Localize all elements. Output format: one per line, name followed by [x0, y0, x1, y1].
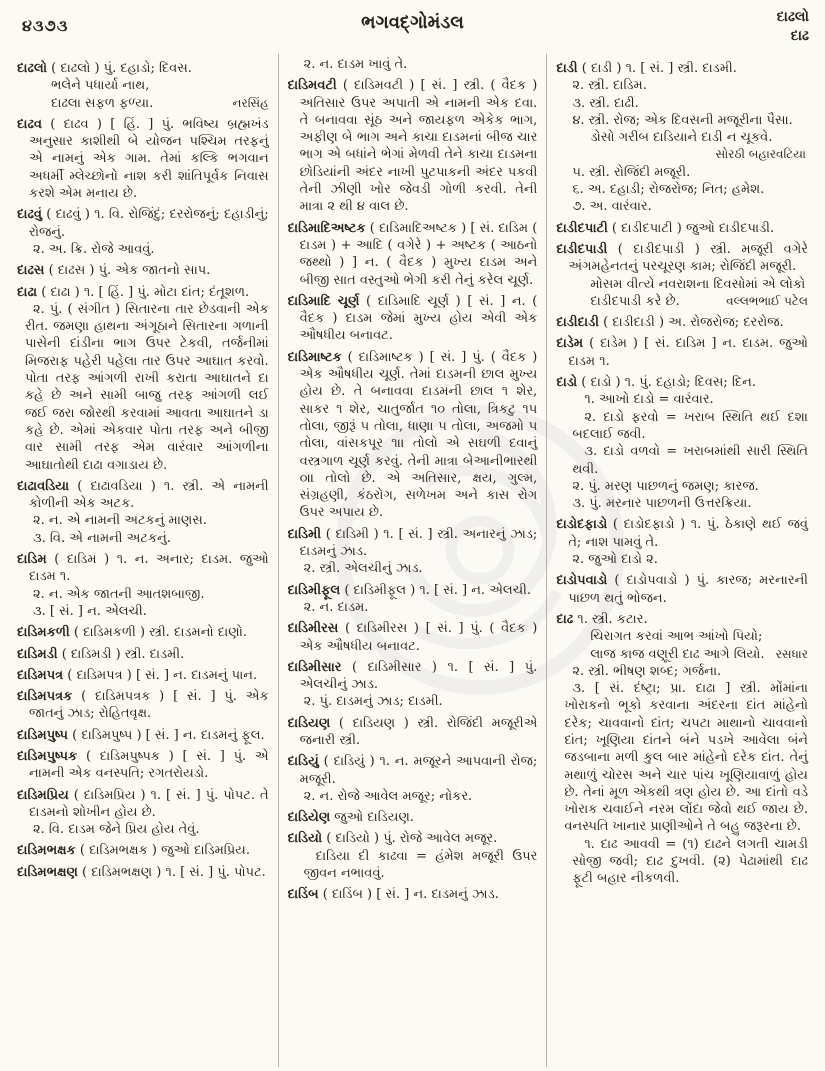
dictionary-entry: દાડિયું ( દાડિયું ) ૧. ન. મજૂરને આપવાની રોજ; મજૂરી. [287, 754, 538, 787]
quote-line [556, 293, 808, 310]
headword: દાઢલો [17, 61, 47, 76]
headword: દાડિમવટી [287, 78, 337, 94]
sense-line: ૬. અ. દહાડી; રોજરોજ; નિત; હમેશ. [572, 182, 765, 198]
page-header [0, 8, 825, 52]
attribution: રસધાર [775, 646, 808, 661]
dictionary-entry: દાઢસ ( દાઢસ ) પું. એક જાતનો સાપ. [17, 263, 211, 279]
headword: દાડિમભક્ષક [17, 843, 76, 859]
headword: દાડિમીરસ [287, 621, 339, 637]
headword: દાડિમકળી [17, 625, 70, 641]
idiom-line: ૧. આખો દાડો = વારંવાર. [584, 392, 714, 408]
sense-line: ૨. ન. રોજે આવેલ મજૂર; નોકર. [303, 788, 473, 804]
sense-line: ૪. સ્ત્રી. રોજ; એક દિવસની મજૂરીના પૈસા. [572, 112, 793, 128]
headword: દાઢવ [17, 116, 43, 132]
dictionary-entry: દાડોદફાડો ( દાડોદફાડો ) ૧. પું. ઠેકાણે થઈ જવું તે; નાશ પામવું તે. [556, 517, 808, 550]
sense-line: ૩. વિ. એ નામની અટકનું. [33, 530, 171, 546]
headword: દાઢા [17, 284, 38, 300]
attribution: વલ્લભભાઈ પટેલ [726, 293, 808, 308]
dictionary-entry: દાડિમાદિઅષ્ટક ( દાડિમાદિઅષ્ટક ) [ સં. દાડિમ ( દાડમ ) + આદિ ( વગેરે ) + અષ્ટક ( આઠનો જથ્થો ) ] ન. ( વૈદક ) મુખ્ય દાડમ અને બીજી સાત વસ્તુઓ ભેગી કરી તેનું કરેલ ચૂર્ણ. [287, 220, 538, 288]
dictionary-entry: દાડેમ ( દાડેમ ) [ સં. દાડિમ ] ન. દાડમ. જુઓ દાડમ ૧. [556, 336, 808, 369]
dictionary-entry: દાડિમ ( દાડિમ ) ૧. ન. અનાર; દાડમ. જુઓ દાડમ ૧. [17, 552, 269, 585]
page-number: ૪૩૭૩ [22, 16, 69, 35]
headword: દાડોદફાડો [556, 517, 608, 533]
dictionary-entry: દાડી ( દાડી ) ૧. [ સં. ] સ્ત્રી. દાડમી. [556, 61, 737, 76]
quote-line: મોસમ વીત્યે નવરાશના દિવસોમાં એ લોકો [590, 276, 806, 292]
dictionary-entry: દાડીદાડી ( દાડીદાડી ) અ. રોજરોજ; દરરોજ. [556, 315, 784, 331]
sense-line: ૨. ન. દાડમ. [303, 599, 369, 615]
headword: દાડિમપત્ર [17, 667, 64, 683]
headword: દાડેમ [556, 336, 584, 352]
dictionary-entry: દાઢવું ( દાઢવું ) ૧. વિ. રોજિંદું; દરરોજનું; દહાડીનું; રોજનું. [17, 207, 269, 240]
dictionary-entry: દાડિમડી ( દાડિમડી ) સ્ત્રી. દાડમી. [17, 646, 185, 662]
dictionary-entry: દાડિમીફૂલ ( દાડિમીફૂલ ) ૧. [ સં. ] ન. એલચી. [287, 582, 531, 598]
headword: દાડિયણ [287, 715, 331, 731]
headword: દાડિમીસાર [287, 659, 342, 675]
headword: દાડીદપાટી [556, 220, 608, 236]
dictionary-entry: દાડિમપત્ર ( દાડિમપત્ર ) [ સં. ] ન. દાડમનું પાન. [17, 667, 258, 683]
sense-line: ૩. [ સં. દંષ્ટ્રા; પ્રા. દાઢા ] સ્ત્રી. મોંમાંના ખોરાકનો ભૂકો કરવાના અંદરના દાંત માંહેનો દરેક; ચાવવાનો દાંત; ચપટા માથાનો ચાવવાનો દાંત; ખૂણિયા દાંતને બંને પડખે આવેલા બંને જડબાના મળી કુલ બાર માંહેનો દરેક દાંત. તેનું મથાળું ચોરસ અને ચાર પાંચ ખૂણિયાવાળું હોય છે. તેનાં મૂળ એકથી ત્રણ હોય છે. આ દાંતો વડે ખોરાક ચવાઈને નરમ લોંદા જેવો થઈ જાય છે. વનસ્પતિ ખાનાર પ્રાણીઓને તે બહુ જરૂરના છે. [564, 681, 808, 835]
sense-line: ૨. સ્ત્રી. ભીષણ શબ્દ; ગર્જના. [572, 663, 722, 679]
sense-line: ૨. જુઓ દાડો ૨. [572, 552, 658, 568]
headword: દાડિમ [17, 552, 47, 568]
sense-line: ૨. પું. ( સંગીત ) સિતારના તાર છેડવાની એક રીત. જમણા હાથના અંગૂઠાને સિતારના ગળાની પાસેની દાંડીના ભાગ ઉપર ટેકવી, તર્જનીમાં મિજરાફ પહેરી પહેલા તાર ઉપર આઘાત કરવો. પોતા તરફ આંગળી રાખી કરાતા આઘાતને દા કહે છે અને સામી બાજુ તરફ આંગળી લઈ જઈ જરા જોરથી કરવામાં આવતા આઘાતને ડા કહે છે. એમાં એકવાર પોતા તરફ અને બીજી વાર સામી તરફ એમ વારંવાર આંગળીના આઘાતોથી દાઢા વગાડાય છે. [25, 301, 269, 473]
headword: દાડિમી [287, 526, 322, 542]
idiom-line: ૩. દાડો વળવો = ખરાબમાંથી સારી સ્થિતિ થવી. [572, 444, 808, 477]
dictionary-entry: દાડિમાદિ ચૂર્ણ ( દાડિમાદિ ચૂર્ણ ) [ સં. ] ન. ( વૈદક ) દાડમ જેમાં મુખ્ય હોય એવી એક ઔષધીય બનાવટ. [287, 293, 538, 344]
quote-text: લાજ કાજ વણૂરી દાઢ આગે લિયો. [590, 646, 765, 662]
sense-line: ૫. સ્ત્રી. રોજિંદી મજૂરી. [572, 164, 691, 180]
guide-word-first: દાઢલો [776, 9, 809, 25]
dictionary-entry: દાડિમપત્રક ( દાડિમપત્રક ) [ સં. ] પું. એક જાતનું ઝાડ; રોહિતવૃક્ષ. [17, 689, 269, 722]
headword: દાડિમપુષ્પ [17, 727, 68, 743]
guide-word-last: દાઢ [790, 28, 809, 44]
idiom-line: ૨. દાડો ફરવો = ખરાબ સ્થિતિ થઈ દશા બદલાઈ જવી. [572, 409, 808, 442]
quote-line: ભલેને પધાર્યા નાથ, [51, 78, 150, 94]
headword: દાડિમપત્રક [17, 689, 73, 705]
headword: દાડિમપુષ્પક [17, 748, 78, 764]
headword: દાડિમીફૂલ [287, 582, 341, 598]
headword: દાડીદાડી [556, 315, 599, 331]
dictionary-entry: દાડિમભક્ષક ( દાડિમભક્ષક ) જુઓ દાડિમપ્રિય. [17, 843, 250, 859]
dictionary-entry: દાડીદપાડી ( દાડીદપાડી ) સ્ત્રી. મજૂરી વગેરે અંગમહેનતનું પરચૂરણ કામ; રોજિંદી મજૂરી. [556, 241, 808, 275]
dictionary-entry: દાડિમવટી ( દાડિમવટી ) [ સં. ] સ્ત્રી. ( વૈદક ) અતિસાર ઉપર અપાતી એ નામની એક દવા. તે બનાવવા સૂંઠ અને જાયફળ એકેક ભાગ, અફીણ બે ભાગ અને કાચા દાડમનાં બીજ ચાર ભાગ એ બધાંને ભેગાં મેળવી તેને કાચા દાડમના છોડિયાંની અંદર નાખી પુટપાકની અંદર પકવી તેની ઝીણી ખોર જેવડી ગોળી કરવી. તેની માત્રા ૨ થી ૪ વાલ છે. [287, 78, 538, 215]
dictionary-entry: દાડિયણ ( દાડિયણ ) સ્ત્રી. રોજિંદી મજૂરીએ જનારી સ્ત્રી. [287, 715, 538, 748]
dictionary-entry: દાડિયો ( દાડિયો ) પું. રોજે આવેલ મજૂર. [287, 831, 498, 847]
dictionary-entry: દાડિમભક્ષણ ( દાડિમભક્ષણ ) ૧. [ સં. ] પું. પોપટ. [17, 864, 266, 880]
quote-text: દાડીદપાડી કરે છે. [590, 293, 680, 309]
headword: દાડીદપાડી [556, 241, 608, 257]
quote-text: દાઢલા સફળ ફળ્યા. [51, 95, 154, 111]
quote-line [556, 646, 808, 663]
dictionary-entry: દાડોપવાડો ( દાડોપવાડો ) પું. કારજ; મરનારની પાછળ થતું ભોજન. [556, 573, 808, 606]
headword: દાડોપવાડો [556, 573, 608, 589]
sense-line: ૨. ન. દાડમ ખાવું તે. [303, 57, 408, 72]
attribution: નરસિંહ [232, 95, 269, 110]
headword: દાઢસ [17, 263, 45, 279]
sense-line: ૨. ન. એક જાતની આતશબાજી. [33, 586, 205, 602]
book-title: ભગવદ્ગોમંડલ [361, 12, 464, 33]
sense-line: ૩. [ સં. ] ન. એલચી. [33, 603, 147, 619]
dictionary-entry: દાડિંબ ( દાડિંબ ) [ સં. ] ન. દાડમનું ઝાડ. [287, 887, 499, 903]
idiom-line: દાડિયા દી કાઢવા = હંમેશ મજૂરી ઉપર જીવન નભાવવું. [303, 848, 538, 882]
headword: દાડો [556, 375, 578, 391]
sense-line: ૨. અ. ક્રિ. રોજે આવવું. [33, 241, 155, 257]
attribution-line: સોરઠી બહારવટિયા [715, 147, 806, 162]
headword: દાડિમાષ્ટક [287, 349, 342, 365]
headword: દાઢ [556, 611, 574, 627]
sense-line: ૨. પું. દાડમનું ઝાડ; દાડમી. [303, 694, 443, 710]
dictionary-entry: દાઢા ( દાઢા ) ૧. [ હિં. ] પું. મોટા દાંત; દંતૂશળ. [17, 284, 250, 300]
column-1 [8, 54, 278, 1067]
headword: દાડિમડી [17, 646, 58, 662]
dictionary-entry: દાડીદપાટી ( દાડીદપાટી ) જુઓ દાડીદપાડી. [556, 220, 775, 236]
dictionary-entry: દાડિમપુષ્પક ( દાડિમપુષ્પક ) [ સં. ] પું. એ નામની એક વનસ્પતિ; રગતરોયડો. [17, 748, 269, 782]
headword: દાડિયો [287, 831, 323, 847]
dictionary-entry: દાડો ( દાડો ) ૧. પું. દહાડો; દિવસ; દિન. [556, 375, 756, 391]
dictionary-entry: દાઢાવડિયા ( દાઢાવડિયા ) ૧. સ્ત્રી. એ નામની કોળીની એક અટક. [17, 478, 269, 512]
idiom-line: ૧. દાઢ આવવી = (૧) દાઢને લગતી ચામડી સોજી જવી; દાઢ દુખવી. (૨) પેઢામાંથી દાઢ ફૂટી બહાર નીકળવી. [572, 836, 808, 887]
sense-line: ૨. સ્ત્રી. એલચીનું ઝાડ. [303, 561, 423, 577]
headword: દાડિંબ [287, 887, 319, 903]
sense-line: ૨. ન. એ નામની અટકનું માણસ. [33, 513, 207, 529]
headword: દાડિમાદિઅષ્ટક [287, 220, 366, 236]
dictionary-entry: દાડિમપ્રિય ( દાડિમપ્રિય ) ૧. [ સં. ] પું. પોપટ. તે દાડમનો શોખીન હોય છે. [17, 787, 269, 820]
dictionary-entry: દાઢવ ( દાઢવ ) [ હિં. ] પું. ભવિષ્ય બ્રહ્મખંડ અનુસાર કાશીથી બે યોજન પશ્ચિમ તરફનું એ નામનું એક ગામ. તેમાં કલ્કિ ભગવાન અધર્મી મ્લેચ્છોનો નાશ કરી શાંતિપૂર્વક નિવાસ કરશે એમ મનાય છે. [17, 116, 269, 202]
dictionary-entry: દાડિમીરસ ( દાડિમીરસ ) [ સં. ] પું. ( વૈદક ) એક ઔષધીય બનાવટ. [287, 621, 538, 654]
sense-line: ૨. પું. મરણ પાછળનું જમણ; કારજ. [572, 478, 759, 494]
quote-line: ચિરાગત કરવાં આભ આંખો પિયો; [590, 629, 763, 645]
dictionary-entry: દાડિયેણ જુઓ દાડિયણ. [287, 810, 414, 826]
sense-line: ૩. સ્ત્રી. દાઢી. [572, 95, 639, 111]
dictionary-entry: દાઢલો ( દાઢલો ) પું. દહાડો; દિવસ. [17, 61, 192, 76]
quote-line: ડોસો ગરીબ દાડિયાને દાડી ન ચૂકવે. [590, 130, 773, 146]
headword: દાડિયું [287, 754, 319, 770]
sense-line: ૭. અ. વારંવાર. [572, 199, 652, 215]
quote-line [17, 95, 269, 112]
headword: દાડિમપ્રિય [17, 787, 69, 803]
headword: દાડિમાદિ ચૂર્ણ [287, 293, 360, 309]
dictionary-entry: દાડિમકળી ( દાડિમકળી ) સ્ત્રી. દાડમનો દાણો. [17, 625, 247, 641]
dictionary-entry: દાઢ ૧. સ્ત્રી. કટાર. [556, 611, 648, 627]
headword: દાડિયેણ [287, 810, 331, 826]
dictionary-entry: દાડિમી ( દાડિમી ) ૧. [ સં. ] સ્ત્રી. અનારનું ઝાડ; દાડમનું ઝાડ. [287, 526, 538, 560]
dictionary-entry: દાડિમીસાર ( દાડિમીસાર ) ૧. [ સં. ] પું. એલચીનું ઝાડ. [287, 659, 538, 693]
headword: દાડી [556, 61, 578, 76]
headword: દાઢાવડિયા [17, 478, 70, 494]
headword: દાડિમભક્ષણ [17, 864, 78, 880]
headword: દાઢવું [17, 207, 43, 223]
sense-line: ૩. પું. મરનાર પાછળની ઉત્તરક્રિયા. [572, 496, 752, 512]
sense-line: ૨. સ્ત્રી. દાડિમ. [572, 78, 647, 94]
dictionary-entry: દાડિમપુષ્પ ( દાડિમપુષ્પ ) [ સં. ] ન. દાડમનું ફૂલ. [17, 727, 265, 743]
sense-line: ૨. વિ. દાડમ જેને પ્રિય હોય તેવું. [33, 822, 200, 838]
columns-container [8, 54, 817, 1067]
column-3 [547, 54, 817, 1067]
guide-words [777, 8, 809, 46]
dictionary-entry: દાડિમાષ્ટક ( દાડિમાષ્ટક ) [ સં. ] પું. ( વૈદક ) એક ઔષધીય ચૂર્ણ. તેમાં દાડમની છાલ મુખ્ય હોય છે. તે બનાવવા દાડમની છાલ ૧ શેર, સાકર ૧ શેર, ચાતુર્જાત ૧૦ તોલા, ત્રિકટુ ૧૫ તોલા, જીરૂં ૫ તોલા, ધાણા ૫ તોલા, અજમો ૫ તોલા, વાંસકપૂર ૧।। તોલો એ સઘળી દવાનું વસ્ત્રગાળ ચૂર્ણ કરવું. તેની માત્રા બેઆનીભારથી ૦॥ તોલો છે. એ અતિસાર, ક્ષય, ગુલ્મ, સંગ્રહણી, કંઠરોગ, સળેખમ અને કાસ રોગ ઉપર અપાય છે. [287, 349, 538, 521]
column-2 [278, 54, 548, 1067]
